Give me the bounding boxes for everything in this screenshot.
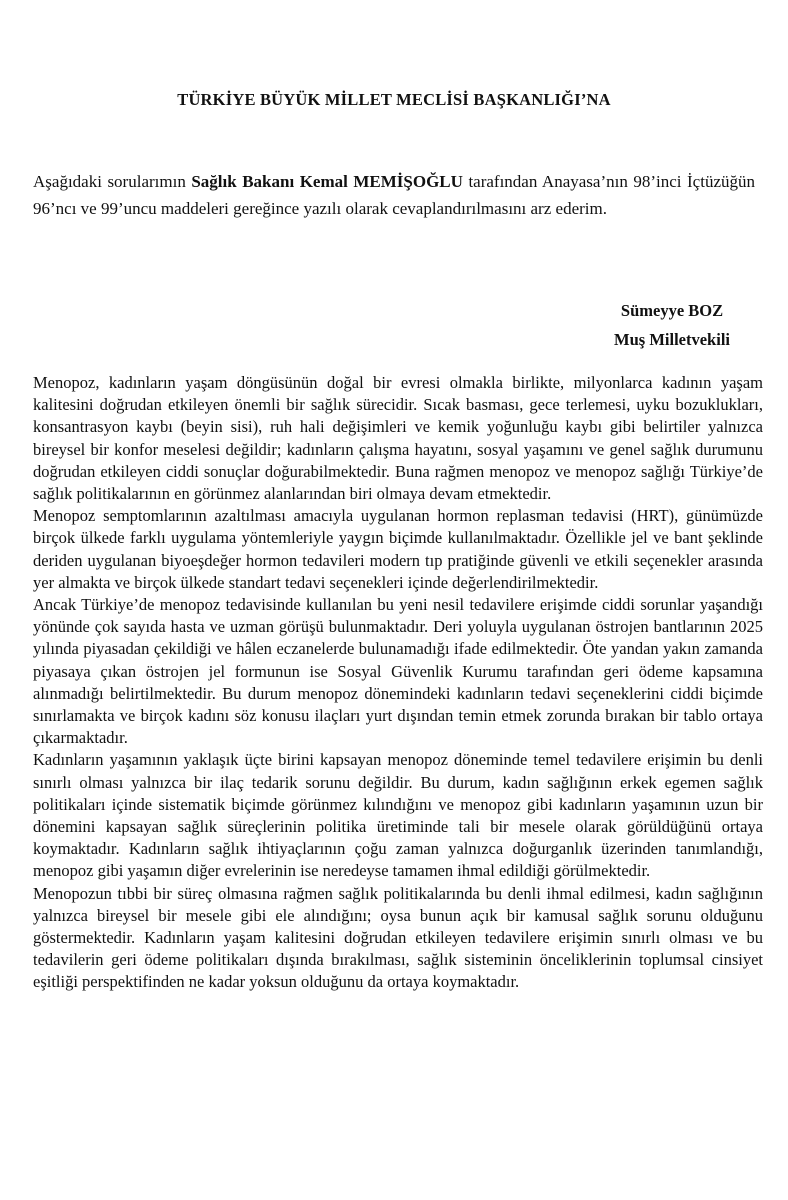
intro-text-after: tarafından Anayasa’nın 98’inci İçtüzüğün 96’ncı ve 99’uncu maddeleri gereğince yazılı olarak cevaplandırılmasını arz ederim. — [33, 172, 756, 218]
signatory-role: Muş Milletvekili — [614, 330, 730, 349]
intro-paragraph — [33, 168, 755, 222]
addressee: Sağlık Bakanı Kemal MEMİŞOĞLU — [191, 172, 463, 191]
body-paragraph-2: Menopoz semptomlarının azaltılması amacıyla uygulanan hormon replasman tedavisi (HRT), günümüzde birçok ülkede farklı uygulama yöntemleriyle yaygın biçimde kullanılmaktadır. Özellikle jel ve bant şeklinde deriden uygulanan biyoeşdeğer hormon tedavileri modern tıp pratiğinde güvenli ve etkili seçenekler arasında yer almakta ve birçok ülkede standart tedavi seçenekleri içinde değerlendirilmektedir. — [33, 506, 763, 592]
intro-text-before: Aşağıdaki sorularımın — [33, 172, 192, 191]
document-title: TÜRKİYE BÜYÜK MİLLET MECLİSİ BAŞKANLIĞI’NA — [177, 90, 611, 109]
signatory-name: Sümeyye BOZ — [620, 301, 724, 320]
body-text — [33, 372, 763, 994]
signature-block — [614, 296, 730, 354]
body-paragraph-3: Ancak Türkiye’de menopoz tedavisinde kullanılan bu yeni nesil tedavilere erişimde ciddi sorunlar yaşandığı yönünde çok sayıda hasta ve uzman görüşü bulunmaktadır. Deri yoluyla uygulanan östrojen bantlarının 2025 yılında piyasadan çekildiği ve hâlen eczanelerde bulunamadığı ifade edilmektedir. Öte yandan yakın zamanda piyasaya çıkan östrojen jel formunun ise Sosyal Güvenlik Kurumu tarafından geri ödeme kapsamına alınmadığı belirtilmektedir. Bu durum menopoz dönemindeki kadınların tedavi seçeneklerini ciddi biçimde sınırlamakta ve birçok kadını söz konusu ilaçları yurt dışından temin etmek zorunda bırakan bir tablo ortaya çıkarmaktadır. — [33, 595, 763, 748]
body-paragraph-4: Kadınların yaşamının yaklaşık üçte birini kapsayan menopoz döneminde temel tedavilere erişimin bu denli sınırlı olması yalnızca bir ilaç tedarik sorunu değildir. Bu durum, kadın sağlığının erkek egemen sağlık politikaları içinde sistematik biçimde görünmez kılındığını ve menopoz gibi kadınların yaşamının uzun bir dönemini kapsayan sağlık süreçlerinin politika üretiminde tali bir mesele olarak görüldüğünü ortaya koymaktadır. Kadınların sağlık ihtiyaçlarının çoğu zaman yalnızca doğurganlık üzerinden tanımlandığı, menopoz gibi yaşamın diğer evrelerinin ise neredeyse tamamen ihmal edildiği görülmektedir. — [33, 750, 763, 881]
body-paragraph-5: Menopozun tıbbi bir süreç olmasına rağmen sağlık politikalarında bu denli ihmal edilmesi, kadın sağlığının yalnızca bireysel bir mesele gibi ele alındığını; oysa bunun açık bir kamusal sağlık sorunu olduğunu göstermektedir. Kadınların yaşam kalitesini doğrudan etkileyen tedavilere erişimin sınırlı olması ve bu tedavilerin geri ödeme politikaları dışında bırakılması, sağlık sisteminin önceliklerinin toplumsal cinsiyet eşitliği perspektifinden ne kadar yoksun olduğunu da ortaya koymaktadır. — [33, 883, 763, 992]
body-paragraph-1: Menopoz, kadınların yaşam döngüsünün doğal bir evresi olmakla birlikte, milyonlarca kadının yaşam kalitesini doğrudan etkileyen önemli bir sağlık sürecidir. Sıcak basması, gece terlemesi, uyku bozuklukları, konsantrasyon kaybı (beyin sisi), ruh hali değişimleri ve kemik yoğunluğu kaybı gibi belirtiler yalnızca bireysel bir konfor meselesi değildir; kadınların çalışma hayatını, sosyal yaşamını ve genel sağlık durumunu doğrudan etkileyen ciddi sonuçlar doğurabilmektedir. Buna rağmen menopoz ve menopoz sağlığı Türkiye’de sağlık politikalarının en görünmez alanlarından biri olmaya devam etmektedir. — [33, 373, 763, 504]
